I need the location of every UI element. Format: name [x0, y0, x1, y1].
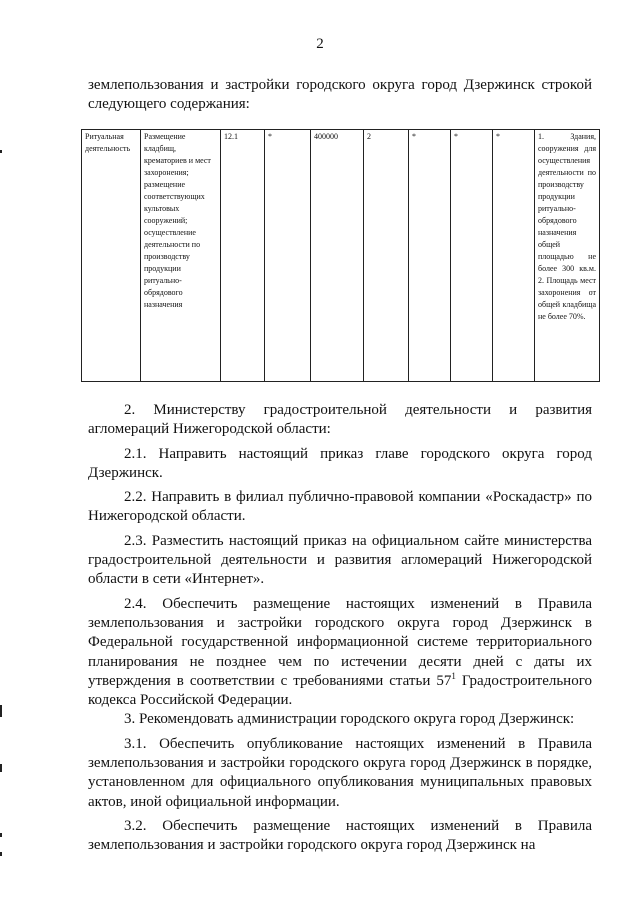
intro-text: землепользования и застройки городского округа город Дзержинск строкой следующего содержания: [88, 77, 592, 112]
paragraph-3-1: 3.1. Обеспечить опубликование настоящих изменений в Правила землепользования и застройки городского округа город Дзержинск в порядке, установленном для официального опубликования муниципальных правовых актов, иной официальной информации. [88, 735, 592, 810]
table-cell-description: Размещение кладбищ, крематориев и мест захоронения; размещение соответствующих культовых сооружений; осуществление деятельности по производству продукции ритуально-обрядового назначения [141, 130, 221, 382]
paragraph-2-4 [88, 595, 592, 711]
scan-edge-mark [0, 705, 2, 717]
table-cell-setback: * [409, 130, 451, 382]
paragraph-2-3: 2.3. Разместить настоящий приказ на официальном сайте министерства градостроительной деятельности и развития агломераций Нижегородской области в сети «Интернет». [88, 532, 592, 588]
paragraph-2-4-tail: Градостроительного кодекса Российской Федерации. [88, 672, 592, 709]
paragraph-3-2: 3.2. Обеспечить размещение настоящих изменений в Правила землепользования и застройки городского округа город Дзержинск на [88, 817, 592, 854]
table-cell-floors: 2 [364, 130, 409, 382]
article-superscript: 1 [451, 670, 456, 681]
paragraph-2: 2. Министерству градостроительной деятельности и развития агломераций Нижегородской области: [88, 402, 592, 438]
scan-edge-mark [0, 764, 2, 772]
table-cell-notes: 1. Здания, сооружения для осуществления деятельности по производству продукции ритуально-обрядового назначения общей площадью не более 300 кв.м. 2. Площадь мест захоронения от общей кладбища не более 70%. [535, 130, 600, 382]
table-cell-coverage: * [451, 130, 493, 382]
scan-edge-mark [0, 150, 2, 153]
table-cell-code: 12.1 [221, 130, 265, 382]
paragraph-2-4-text: 2.4. Обеспечить размещение настоящих изменений в Правила землепользования и застройки городского округа город Дзержинск в Федеральной государственной информационной системе территориального планирования не позднее чем по истечении десяти дней с даты их утверждения в соответствии с требованиями статьи 57 [88, 595, 592, 689]
paragraph-2-2: 2.2. Направить в филиал публично-правовой компании «Роскадастр» по Нижегородской области. [88, 489, 592, 525]
page-number: 2 [316, 36, 324, 52]
paragraph-3: 3. Рекомендовать администрации городского округа город Дзержинск: [124, 711, 575, 728]
table-cell-min-area: * [265, 130, 311, 382]
paragraph-2-1: 2.1. Направить настоящий приказ главе городского округа город Дзержинск. [88, 445, 592, 481]
table-cell-activity: Ритуальная деятельность [82, 130, 141, 382]
zoning-table [81, 129, 600, 382]
scan-edge-mark [0, 852, 2, 856]
table-cell-max-area: 400000 [311, 130, 364, 382]
scan-edge-mark [0, 833, 2, 837]
table-row [82, 130, 600, 382]
document-body [88, 401, 592, 856]
table-cell-height: * [493, 130, 535, 382]
